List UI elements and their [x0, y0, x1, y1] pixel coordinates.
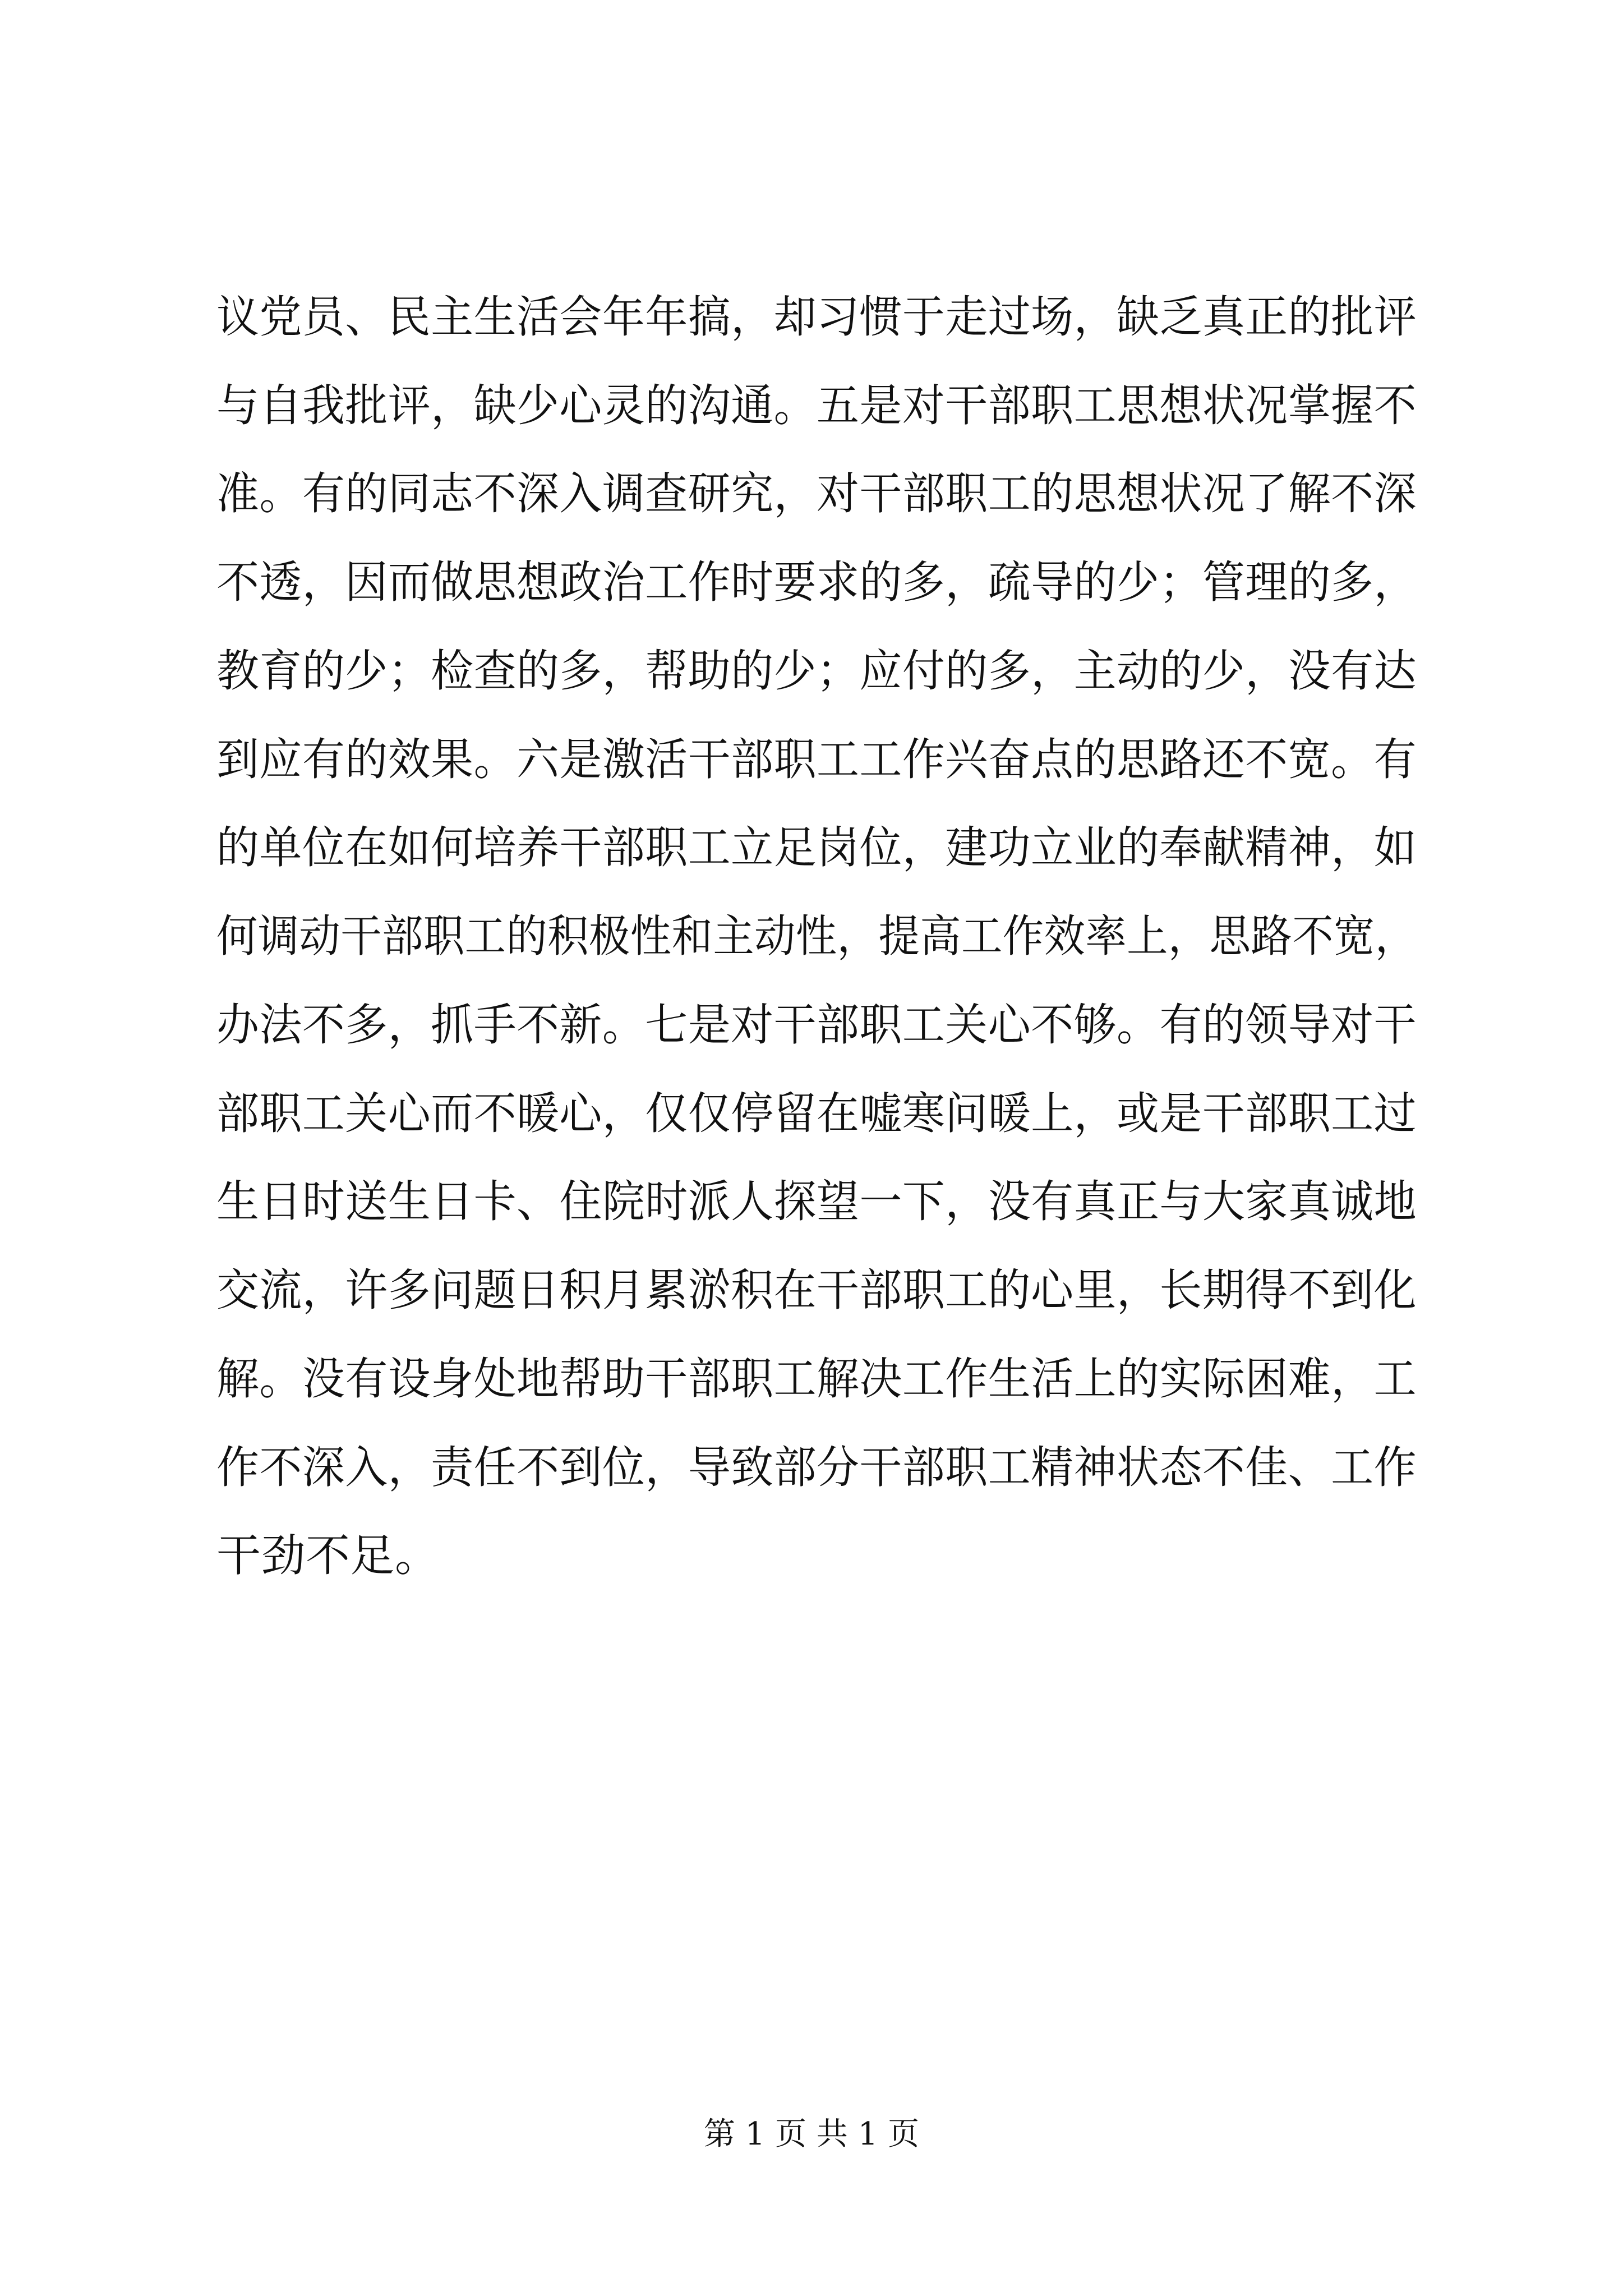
text-line: 的单位在如何培养干部职工立足岗位，建功立业的奉献精神，如	[216, 822, 1417, 873]
text-line: 干劲不足。	[216, 1530, 440, 1581]
page-footer: 第 1 页 共 1 页	[703, 2116, 920, 2152]
text-line: 作不深入，责任不到位，导致部分干部职工精神状态不佳、工作	[216, 1442, 1417, 1493]
text-line: 何调动干部职工的积极性和主动性，提高工作效率上，思路不宽，	[216, 910, 1417, 962]
text-line: 与自我批评，缺少心灵的沟通。五是对干部职工思想状况掌握不	[216, 380, 1417, 431]
text-line: 办法不多，抓手不新。七是对干部职工关心不够。有的领导对干	[216, 999, 1417, 1051]
text-line: 交流，许多问题日积月累淤积在干部职工的心里，长期得不到化	[216, 1264, 1417, 1316]
text-line: 不透，因而做思想政治工作时要求的多，疏导的少；管理的多，	[216, 556, 1417, 608]
text-line: 议党员、民主生活会年年搞，却习惯于走过场，缺乏真正的批评	[216, 291, 1417, 343]
text-line: 解。没有设身处地帮助干部职工解决工作生活上的实际困难，工	[216, 1353, 1417, 1405]
text-line: 准。有的同志不深入调查研究，对干部职工的思想状况了解不深	[216, 468, 1417, 519]
text-line: 生日时送生日卡、住院时派人探望一下，没有真正与大家真诚地	[216, 1176, 1417, 1227]
text-line: 到应有的效果。六是激活干部职工工作兴奋点的思路还不宽。有	[216, 734, 1417, 785]
text-line: 部职工关心而不暖心，仅仅停留在嘘寒问暖上，或是干部职工过	[216, 1088, 1417, 1139]
text-line: 教育的少；检查的多，帮助的少；应付的多，主动的少，没有达	[216, 645, 1417, 697]
